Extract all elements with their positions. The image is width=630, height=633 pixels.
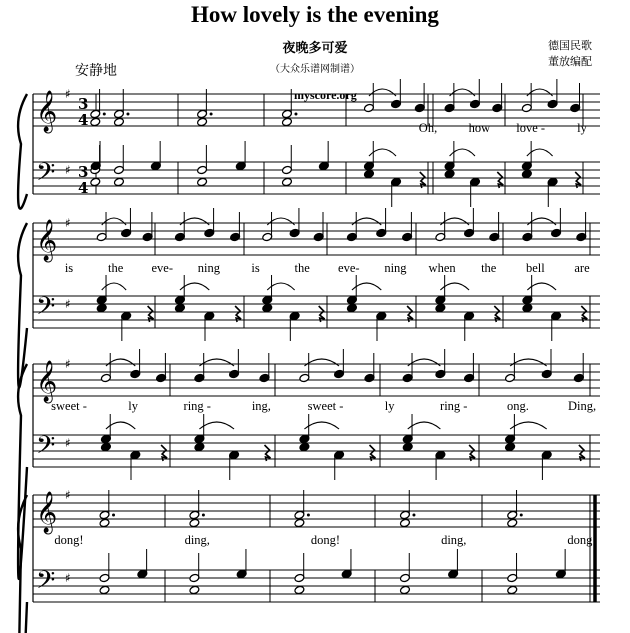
lyric-syllable: love -: [516, 121, 546, 135]
notehead: [400, 518, 411, 527]
augmentation-dot: [112, 514, 115, 517]
score-origin: 德国民歌: [548, 39, 592, 52]
notehead: [174, 303, 185, 312]
time-sig-top: 3: [78, 95, 89, 113]
lyric-syllable: dong!: [310, 533, 341, 547]
augmentation-dot: [202, 514, 205, 517]
key-sharp-icon: ♯: [65, 297, 71, 311]
notehead: [294, 585, 305, 594]
notehead: [282, 117, 293, 126]
lyric-syllable: Oh,: [418, 121, 438, 135]
key-sharp-icon: ♯: [65, 571, 71, 585]
lyric-syllable: are: [574, 261, 590, 275]
score-credit: （大众乐谱网制谱）: [270, 64, 360, 75]
bass-clef-icon: 𝄢: [36, 158, 56, 193]
lyric-syllable: Ding,: [567, 399, 597, 413]
grand-staff-brace: [18, 94, 27, 209]
notehead: [189, 585, 200, 594]
key-sharp-icon: ♯: [65, 436, 71, 450]
notehead: [435, 303, 446, 312]
grand-staff-brace: [18, 495, 27, 633]
augmentation-dot: [210, 113, 213, 116]
notehead: [522, 303, 533, 312]
lyric-syllable: ding,: [184, 533, 210, 547]
lyric-syllable: is: [251, 261, 260, 275]
lyric-syllable: dong!: [54, 533, 84, 547]
time-sig-bottom: 4: [78, 179, 89, 197]
notehead: [505, 442, 516, 451]
slur: [304, 422, 339, 429]
key-sharp-icon: ♯: [65, 357, 71, 371]
lyric-syllable: ning: [384, 261, 407, 275]
notehead: [194, 442, 205, 451]
lyric-syllable: ding,: [441, 533, 467, 547]
lyric-syllable: the: [294, 261, 310, 275]
slur: [408, 422, 441, 429]
notehead: [90, 117, 101, 126]
notehead: [299, 442, 310, 451]
slur: [408, 359, 441, 366]
lyric-syllable: bell: [525, 261, 545, 275]
lyric-syllable: the: [107, 261, 124, 275]
lyric-syllable: eve-: [338, 261, 360, 275]
lyric-syllable: ing,: [251, 399, 271, 413]
treble-clef-icon: 𝄞: [36, 492, 58, 533]
slur: [304, 359, 339, 366]
notehead: [507, 518, 518, 527]
notehead: [99, 518, 110, 527]
tempo-marking: 安静地: [75, 63, 117, 79]
notehead: [114, 177, 125, 186]
bass-clef-icon: 𝄢: [36, 431, 56, 466]
treble-clef-icon: 𝄞: [36, 220, 58, 261]
score-subtitle: 夜晚多可爱: [282, 41, 348, 56]
key-sharp-icon: ♯: [65, 488, 71, 502]
bass-clef-icon: 𝄢: [36, 566, 56, 601]
bass-clef-icon: 𝄢: [36, 292, 56, 327]
watermark: myscore.org: [294, 88, 357, 102]
lyric-syllable: when: [428, 261, 456, 275]
slur: [510, 422, 547, 429]
notehead: [444, 169, 455, 178]
key-sharp-icon: ♯: [65, 87, 71, 101]
notehead: [189, 518, 200, 527]
lyric-syllable: ly: [384, 399, 395, 413]
notehead: [90, 177, 101, 186]
notehead: [96, 303, 107, 312]
notehead: [282, 177, 293, 186]
lyric-syllable: ring -: [183, 399, 211, 413]
notehead: [402, 442, 413, 451]
lyric-syllable: dong!: [567, 533, 597, 547]
treble-clef-icon: 𝄞: [36, 361, 58, 402]
lyric-syllable: sweet -: [307, 399, 344, 413]
score-title: How lovely is the evening: [191, 2, 439, 27]
notehead: [507, 585, 518, 594]
lyric-syllable: how: [468, 121, 491, 135]
notehead: [197, 177, 208, 186]
slur: [102, 283, 126, 290]
notehead: [100, 442, 111, 451]
slur: [199, 359, 234, 366]
time-sig-bottom: 4: [78, 111, 89, 129]
notehead: [294, 518, 305, 527]
treble-clef-icon: 𝄞: [36, 91, 58, 132]
augmentation-dot: [412, 514, 415, 517]
augmentation-dot: [103, 113, 106, 116]
lyric-syllable: ring -: [440, 399, 468, 413]
notehead: [346, 303, 357, 312]
notehead: [262, 303, 273, 312]
notehead: [99, 585, 110, 594]
notehead: [400, 585, 411, 594]
notehead: [114, 117, 125, 126]
notehead: [197, 117, 208, 126]
lyric-syllable: ning: [197, 261, 221, 275]
slur: [199, 422, 234, 429]
notehead: [364, 169, 375, 178]
lyric-syllable: ly: [577, 121, 587, 135]
slur: [102, 218, 126, 225]
lyric-syllable: is: [64, 261, 74, 275]
lyric-syllable: eve-: [151, 261, 174, 275]
time-sig-top: 3: [78, 163, 89, 181]
lyric-syllable: the: [481, 261, 497, 275]
augmentation-dot: [126, 113, 129, 116]
notehead: [521, 169, 532, 178]
key-sharp-icon: ♯: [65, 216, 71, 230]
lyric-syllable: ly: [128, 399, 138, 413]
lyric-syllable: ong.: [506, 399, 529, 413]
lyric-syllable: sweet -: [51, 399, 87, 413]
slur: [510, 359, 547, 366]
augmentation-dot: [294, 113, 297, 116]
key-sharp-icon: ♯: [65, 163, 71, 177]
grand-staff-brace: [18, 223, 27, 387]
score-arranger: 董放编配: [548, 55, 592, 68]
augmentation-dot: [520, 514, 523, 517]
augmentation-dot: [307, 514, 310, 517]
